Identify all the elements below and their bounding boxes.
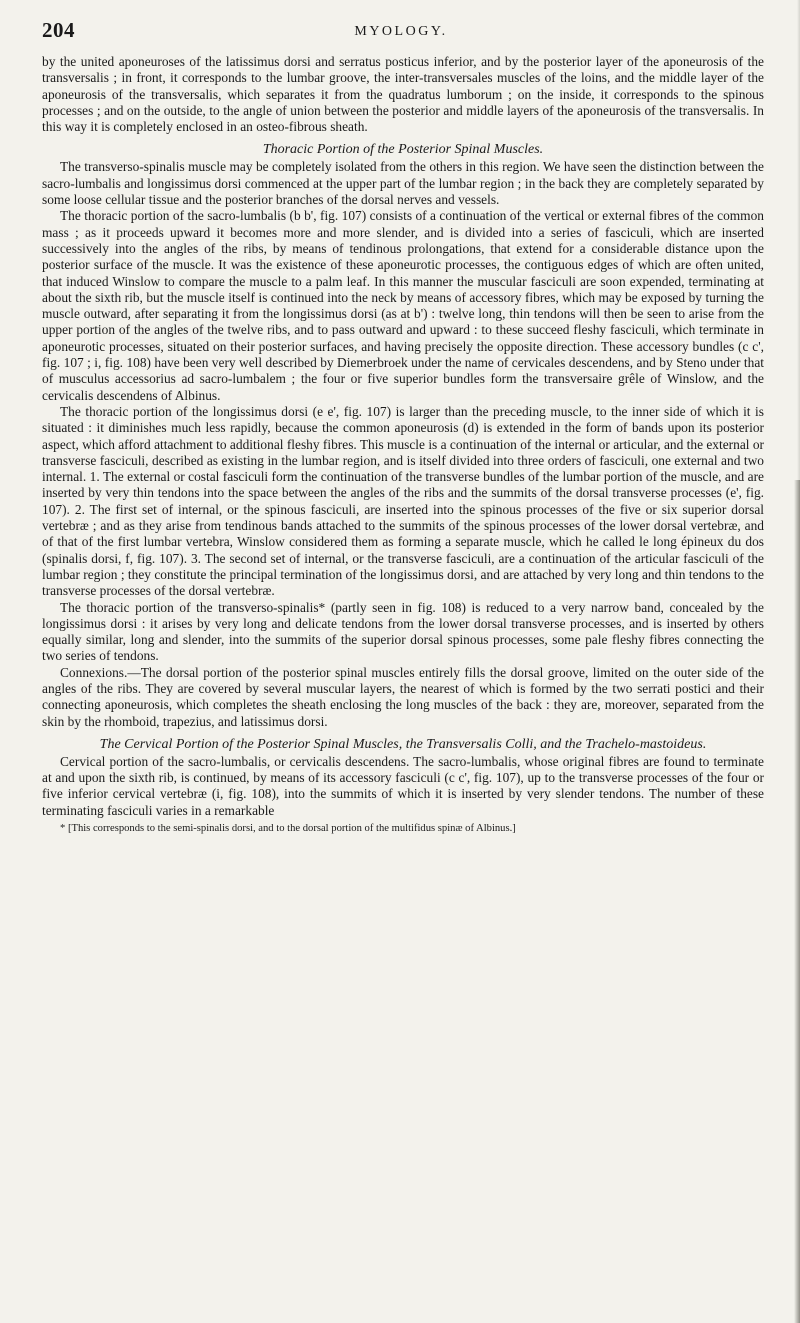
paragraph-thoracic-sacro-lumbalis: The thoracic portion of the sacro-lumbalis (b b', fig. 107) consists of a continuation of the vertical or external fibres of the common mass ; as it proceeds upward it becomes more and more slender, and is divided into a series of fasciculi, which are inserted successively into the angles of the ribs, by means of tendinous prolongations, that extend for a considerable distance upon the posterior surface of the muscle. It was the existence of these aponeurotic processes, the contiguous edges of which are often united, that induced Winslow to compare the muscle to a palm leaf. In this manner the muscular fasciculi are soon expended, terminating at about the sixth rib, but the muscle itself is continued into the neck by means of accessory fibres, which may be exposed by turning the muscle outward, after separating it from the longissimus dorsi (as at b') : twelve long, thin tendons will then be seen to arise from the upper portion of the angles of the twelve ribs, and to pass outward and upward : to these succeed fleshy fasciculi, which terminate in aponeurotic processes, situated on their posterior surfaces, and having precisely the opposite direction. These accessory bundles (c c', fig. 107 ; i, fig. 108) have been very well described by Diemerbroek under the name of cervicales descendens, and by Steno under that of musculus accessorius ad sacro-lumbalem ; the four or five superior bundles form the transversaire grêle of Winslow, and the cervicalis descendens of Albinus.: [42, 208, 764, 403]
paragraph-continuation: by the united aponeuroses of the latissimus dorsi and serratus posticus inferior, and by the posterior layer of the aponeurosis of the transversalis ; in front, it corresponds to the lumbar groove, the inter-transversales muscles of the loins, and the middle layer of the aponeurosis of the transversalis, which separates it from the quadratus lumborum ; on the inside, it corresponds to the spinous processes ; and on the outside, to the angle of union between the posterior and middle layers of the aponeurosis of the transversalis. In this way it is completely enclosed in an osteo-fibrous sheath.: [42, 54, 764, 135]
body-text: [42, 54, 764, 835]
footnote: * [This corresponds to the semi-spinalis dorsi, and to the dorsal portion of the multifidus spinæ of Albinus.]: [60, 823, 516, 835]
paragraph-connexions: Connexions.—The dorsal portion of the posterior spinal muscles entirely fills the dorsal groove, limited on the outer side of the angles of the ribs. They are covered by several muscular layers, the nearest of which is formed by the two serrati postici and their connecting aponeurosis, which completes the sheath enclosing the long muscles of the back : they are, moreover, separated from the skin by the rhomboid, trapezius, and latissimus dorsi.: [42, 664, 764, 729]
section-heading-thoracic: Thoracic Portion of the Posterior Spinal Muscles.: [262, 142, 544, 158]
section-heading-cervical: The Cervical Portion of the Posterior Spinal Muscles, the Transversalis Colli, and the Trachelo-mastoideus.: [99, 736, 707, 752]
paragraph-cervical-sacro-lumbalis: Cervical portion of the sacro-lumbalis, or cervicalis descendens. The sacro-lumbalis, whose original fibres are found to terminate at and upon the sixth rib, is continued, by means of its accessory fasciculi (c c', fig. 107), up to the transverse processes of the four or five inferior cervical vertebræ (i, fig. 108), into the summits of which it is inserted by very slender tendons. The number of these terminating fasciculi varies in a remarkable: [42, 753, 764, 818]
paragraph-thoracic-transverso-spinalis: The thoracic portion of the transverso-spinalis* (partly seen in fig. 108) is reduced to a very narrow band, concealed by the longissimus dorsi : it arises by very long and delicate tendons from the lower dorsal transverse processes, and is inserted by others equally similar, long and slender, into the summits of the superior dorsal spinous processes, some pale fleshy fibres connecting the two series of tendons.: [42, 599, 764, 664]
page-number: 204: [42, 18, 75, 42]
paragraph-thoracic-longissimus-dorsi: The thoracic portion of the longissimus dorsi (e e', fig. 107) is larger than the preceding muscle, to the inner side of which it is situated : it diminishes much less rapidly, because the common aponeurosis (d) is extended in the form of bands upon its posterior aspect, which afford attachment to additional fleshy fibres. This muscle is a continuation of the internal or articular, and the external or transverse fasciculi, described as existing in the lumbar region, and is itself divided into three orders of fasciculi, one external and two internal. 1. The external or costal fasciculi form the continuation of the transverse bundles of the lumbar portion of the muscle, and are inserted by very thin tendons into the space between the angles of the ribs and the summits of the dorsal transverse processes (e', fig. 107). 2. The first set of internal, or the spinous fasciculi, are inserted into the spinous processes of the five or six superior dorsal vertebræ ; and as they arise from tendinous bands attached to the summits of the spinous processes of the lower dorsal vertebræ, and of that of the first lumbar vertebra, Winslow considered them as forming a separate muscle, which he called le long épineux du dos (spinalis dorsi, f, fig. 107). 3. The second set of internal, or the transverse fasciculi, are a continuation of the articular fasciculi of the lumbar region ; they constitute the principal termination of the longissimus dorsi, and are attached by very long and thin tendons to the transverse processes of the dorsal vertebræ.: [42, 403, 764, 599]
scan-shadow-edge: [794, 480, 800, 1323]
running-head: MYOLOGY.: [354, 24, 448, 39]
paragraph-transverso-spinalis-isolation: The transverso-spinalis muscle may be completely isolated from the others in this region. We have seen the distinction between the sacro-lumbalis and longissimus dorsi commenced at the upper part of the lumbar region ; in the back they are completely separated by some loose cellular tissue and the posterior branches of the dorsal nerves and vessels.: [42, 159, 764, 208]
page-header: [42, 18, 760, 48]
